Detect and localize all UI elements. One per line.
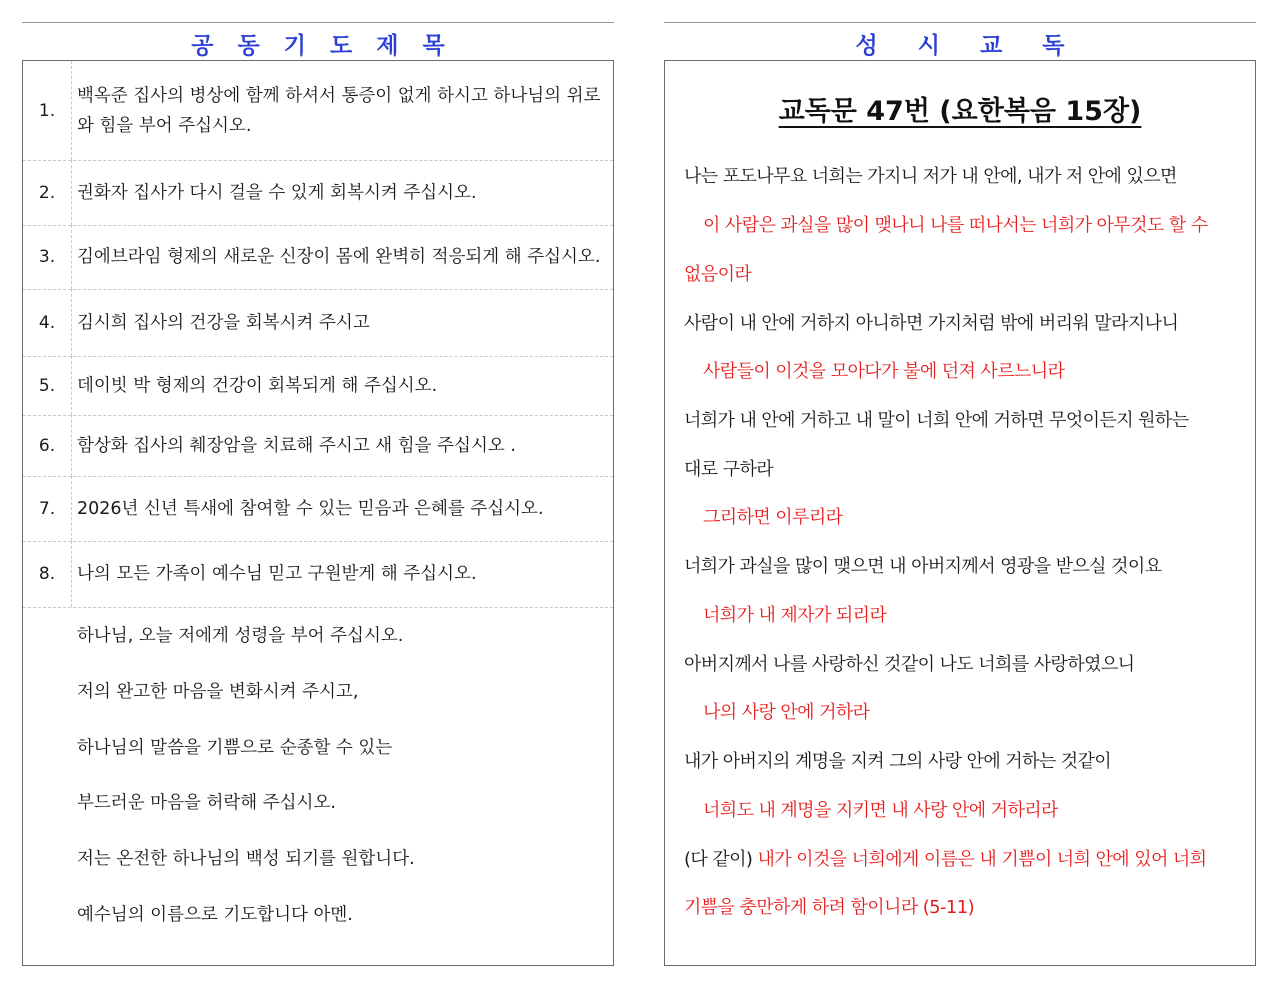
leader-verse: 너희가 과실을 많이 맺으면 내 아버지께서 영광을 받으실 것이요 (684, 556, 1162, 577)
leader-verse: 나는 포도나무요 너희는 가지니 저가 내 안에, 내가 저 안에 있으면 (684, 166, 1177, 187)
responsive-reading-section-title-text: 성 시 교 독 (855, 33, 1065, 59)
prayer-section-title (22, 22, 614, 57)
response-verse: 너희가 내 제자가 되리라 (703, 605, 887, 626)
prayer-item (23, 415, 613, 477)
closing-prayer-line: 저의 완고한 마음을 변화시켜 주시고, (77, 682, 359, 702)
leader-verse: 사람이 내 안에 거하지 아니하면 가지처럼 밖에 버리워 말라지나니 (684, 313, 1179, 334)
prayer-item (23, 61, 613, 161)
leader-verse: 대로 구하라 (684, 459, 774, 480)
reading-title-text: 교독문 47번 (요한복음 15장) (778, 96, 1142, 127)
prayer-item-text: 2026년 신년 특새에 참여할 수 있는 믿음과 은혜를 주십시오. (77, 498, 544, 519)
prayer-item-text: 백옥준 집사의 병상에 함께 하셔서 통증이 없게 하시고 하나님의 위로와 힘을 부어 주십시오. (77, 85, 601, 136)
prayer-item (23, 356, 613, 416)
closing-prayer-line: 예수님의 이름으로 기도합니다 아멘. (77, 905, 353, 925)
response-verse: 나의 사랑 안에 거하라 (703, 702, 870, 723)
prayer-list-box (22, 60, 614, 966)
responsive-reading-section-title (664, 22, 1256, 57)
closing-prayer-line: 저는 온전한 하나님의 백성 되기를 원합니다. (77, 849, 415, 869)
leader-verse: 아버지께서 나를 사랑하신 것같이 나도 너희를 사랑하였으니 (684, 654, 1135, 675)
prayer-item-text: 함상화 집사의 췌장암을 치료해 주시고 새 힘을 주십시오 . (77, 435, 516, 456)
response-verse: 없음이라 (684, 264, 752, 285)
reading-title (665, 89, 1255, 128)
responsive-reading-box (664, 60, 1256, 966)
prayer-item (23, 289, 613, 357)
prayer-item (23, 160, 613, 226)
closing-prayer-line: 하나님, 오늘 저에게 성령을 부어 주십시오. (77, 626, 404, 646)
prayer-item-number: 6. (23, 415, 72, 476)
prayer-section-title-text: 공 동 기 도 제 목 (191, 33, 445, 59)
response-verse: 사람들이 이것을 모아다가 불에 던져 사르느니라 (703, 361, 1065, 382)
prayer-item-text: 김에브라임 형제의 새로운 신장이 몸에 완벽히 적응되게 해 주십시오. (77, 247, 601, 267)
response-verse: 그리하면 이루리라 (703, 507, 843, 528)
unison-prefix: (다 같이) (684, 849, 753, 870)
leader-verse: 너희가 내 안에 거하고 내 말이 너희 안에 거하면 무엇이든지 원하는 (684, 410, 1189, 431)
closing-prayer-line: 부드러운 마음을 허락해 주십시오. (77, 793, 336, 813)
prayer-item-text: 김시희 집사의 건강을 회복시켜 주시고 (77, 312, 370, 333)
response-verse: 너희도 내 계명을 지키면 내 사랑 안에 거하리라 (703, 800, 1058, 821)
prayer-item-number: 4. (23, 289, 72, 356)
prayer-item-number: 1. (23, 61, 72, 160)
prayer-item (23, 225, 613, 290)
prayer-item (23, 476, 613, 542)
response-verse: 이 사람은 과실을 많이 맺나니 나를 떠나서는 너희가 아무것도 할 수 (703, 215, 1208, 236)
prayer-item-text: 나의 모든 가족이 예수님 믿고 구원받게 해 주십시오. (77, 564, 477, 584)
unison-verse-text: 내가 이것을 너희에게 이름은 내 기쁨이 너희 안에 있어 너희 (757, 849, 1207, 870)
prayer-item-text: 데이빗 박 형제의 건강이 회복되게 해 주십시오. (77, 375, 438, 396)
prayer-item-number: 8. (23, 541, 72, 607)
unison-verse (684, 845, 1249, 871)
prayer-item-number: 5. (23, 356, 72, 415)
closing-prayer-line: 하나님의 말씀을 기쁨으로 순종할 수 있는 (77, 738, 393, 758)
prayer-item-number: 7. (23, 476, 72, 541)
prayer-item-text: 권화자 집사가 다시 걸을 수 있게 회복시켜 주십시오. (77, 182, 477, 203)
prayer-item (23, 541, 613, 608)
prayer-item-number: 2. (23, 160, 72, 225)
leader-verse: 내가 아버지의 계명을 지켜 그의 사랑 안에 거하는 것같이 (684, 751, 1112, 772)
prayer-item-number: 3. (23, 225, 72, 289)
unison-verse-continuation: 기쁨을 충만하게 하려 함이니라 (5-11) (684, 897, 975, 918)
